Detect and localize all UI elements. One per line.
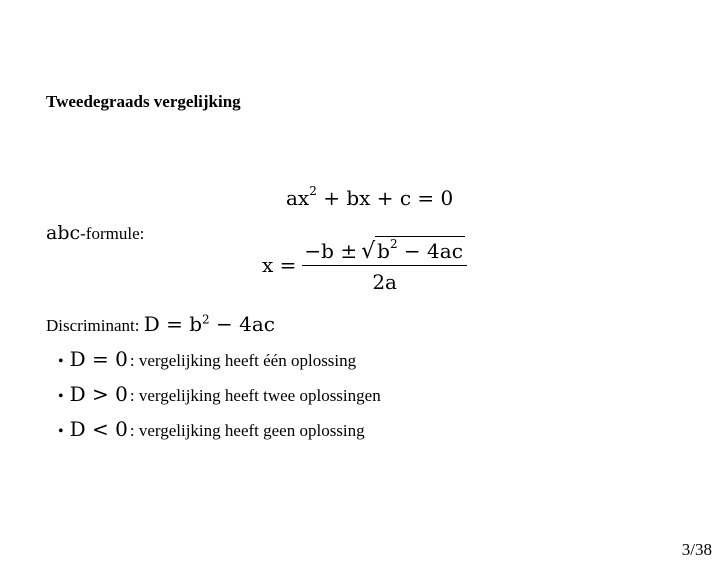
case-condition: D < 0: [69, 417, 128, 441]
abc-label-text: -formule:: [80, 224, 145, 243]
discriminant-pre: D = b: [143, 312, 203, 336]
list-item: [58, 417, 381, 452]
quadratic-equation: [286, 186, 453, 210]
radicand-exponent: 2: [389, 237, 398, 252]
bullet-icon: •: [58, 353, 64, 370]
case-text: : vergelijking heeft twee oplossingen: [129, 386, 381, 405]
radicand: [375, 236, 465, 263]
formula-lhs: x =: [262, 253, 297, 278]
discriminant-post: − 4ac: [209, 312, 276, 336]
formula-numerator: [302, 236, 467, 265]
equation-lhs: ax: [286, 186, 310, 210]
equation-rhs: + bx + c = 0: [316, 186, 454, 210]
abc-formula-label: [46, 222, 144, 244]
case-text: : vergelijking heeft één oplossing: [129, 351, 357, 370]
radicand-rest: − 4ac: [397, 239, 463, 263]
bullet-icon: •: [58, 388, 64, 405]
radicand-b: b: [377, 239, 390, 263]
bullet-icon: •: [58, 423, 64, 440]
discriminant-label: Discriminant:: [46, 316, 140, 335]
square-root: [361, 236, 465, 263]
abc-formula: [262, 236, 467, 294]
discriminant-exponent: 2: [202, 312, 210, 327]
page-number: 3/38: [681, 540, 712, 559]
discriminant-line: [46, 312, 275, 336]
case-condition: D > 0: [69, 382, 128, 406]
abc-variable: abc: [46, 222, 81, 244]
list-item: [58, 382, 381, 417]
case-list: [58, 347, 381, 452]
case-condition: D = 0: [69, 347, 128, 371]
formula-fraction: [302, 236, 467, 294]
radical-sign: √: [361, 239, 376, 264]
slide-title: Tweedegraads vergelijking: [46, 92, 241, 111]
case-text: : vergelijking heeft geen oplossing: [129, 421, 365, 440]
numerator-pre: −b ±: [304, 239, 358, 263]
discriminant-formula: [144, 312, 275, 336]
equation-exponent: 2: [309, 184, 317, 199]
list-item: [58, 347, 381, 382]
formula-denominator: 2a: [372, 270, 397, 295]
